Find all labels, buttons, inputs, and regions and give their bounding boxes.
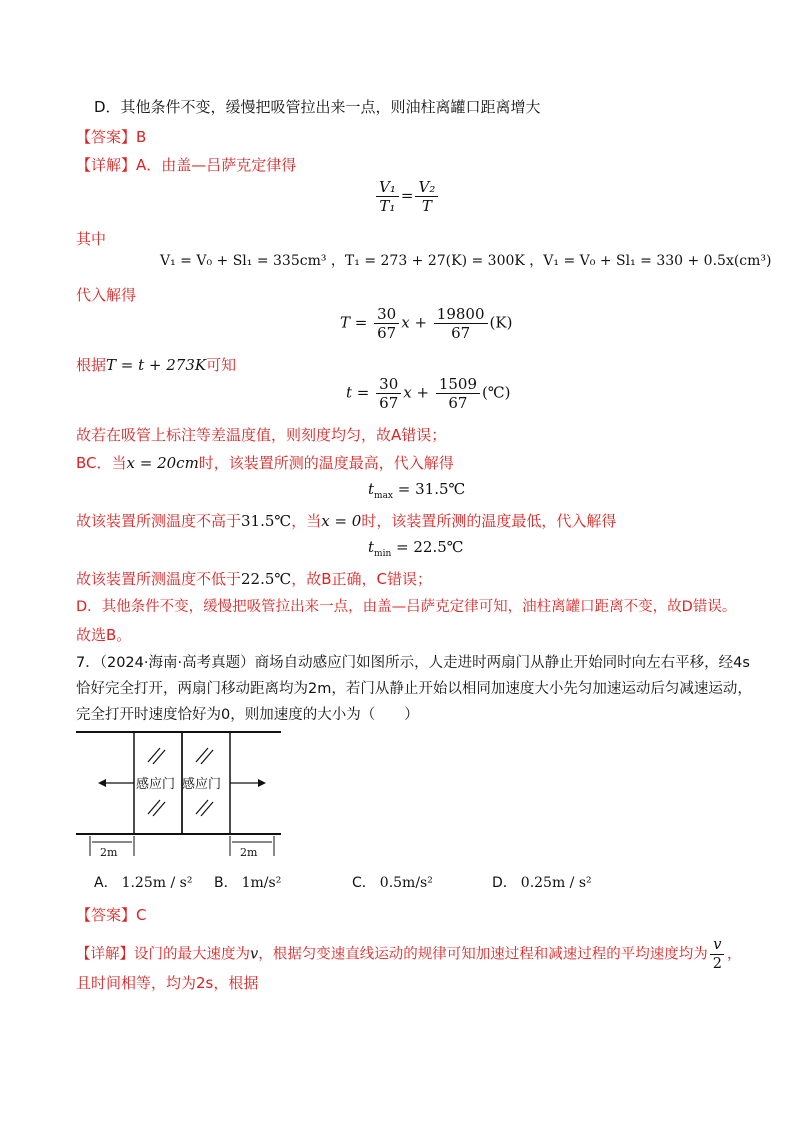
eq4-n2: 1509 [436,375,480,394]
option-d-letter: D． [492,875,517,891]
eq3-unit: (K) [489,313,513,332]
equation-tmax [368,480,465,501]
eq3-d1: 67 [377,324,397,342]
option-a-letter: A． [94,875,118,891]
b-line-3 [76,568,432,590]
b2-math1: 31.5℃ [241,512,292,530]
eq3-d2: 67 [451,324,471,342]
eq1-num-left: V₁ [376,178,399,197]
b2-math2: x = 0 [321,512,362,530]
left-arrow-icon [98,779,106,787]
detail-2-line-1 [76,936,741,973]
eq4-lhs: t = [346,383,370,402]
b-line-2 [76,510,616,532]
eq6-lhs: t [368,538,375,556]
b3-math: 22.5℃ [241,570,292,588]
b2-pre: 故该装置所测温度不高于 [76,512,242,530]
genju-line [76,354,236,376]
eq4-unit: (℃) [482,383,511,402]
eq6-sub: min [374,549,392,559]
detail-intro-1: 【详解】A．由盖—吕萨克定律得 [76,156,297,174]
door-label-left: 感应门 [136,777,176,792]
door-label-right: 感应门 [182,777,222,792]
eq3-n1: 30 [374,305,399,324]
question-7-line-1: 7．（2024·海南·高考真题）商场自动感应门如图所示，人走进时两扇门从静止开始同时向左右平移，经4s [76,655,750,671]
option-b-value: 1m/s² [241,875,282,891]
sliding-door-diagram [76,728,286,860]
eq3-lhs: T = [340,313,368,332]
b2-mid: ，当 [291,512,322,530]
option-d-value: 0.25m / s² [520,875,592,891]
eq4-mid: x + [403,383,430,402]
eq5-lhs: t [368,480,375,498]
eq3-mid: x + [401,313,428,332]
detail-2-line-2: 且时间相等，均为2s，根据 [76,974,259,992]
option-a[interactable] [94,872,192,892]
detail2-v: v [250,946,259,963]
dim-label-right: 2m [240,846,258,859]
option-d[interactable] [492,872,592,892]
eq4-d2: 67 [448,394,468,412]
dairu-label-1: 代入解得 [76,286,137,304]
genju-pre: 根据 [76,356,107,374]
option-b-letter: B． [214,875,238,891]
option-c[interactable] [352,872,433,892]
equation-T [340,305,512,342]
bc-math: x = 20cm [126,454,199,472]
genju-math: T = t + 273K [106,356,207,374]
conclusion-d: D．其他条件不变，缓慢把吸管拉出来一点，由盖—吕萨克定律可知，油柱离罐口距离不变，故D错误。 [76,599,737,615]
eq4-n1: 30 [376,375,401,394]
b3-pre: 故该装置所测温度不低于 [76,570,242,588]
b2-post: 时，该装置所测的温度最低，代入解得 [361,512,617,530]
option-b[interactable] [214,872,281,892]
answer-label-2: 【答案】C [76,906,147,924]
select-b: 故选B。 [76,626,132,644]
detail2-post: ， [726,946,742,963]
option-c-letter: C． [352,875,376,891]
b3-post: ，故B正确，C错误； [291,570,432,588]
detail2-frac-num: v [710,936,724,955]
equation-t [346,375,511,412]
eq3-n2: 19800 [434,305,488,324]
qizhong-label: 其中 [76,230,107,248]
eq5-rhs: = 31.5℃ [397,480,466,498]
eq1-equals: = [400,186,414,205]
bc-post: 时，该装置所测的温度最高，代入解得 [198,454,454,472]
question-7-line-2: 恰好完全打开，两扇门移动距离均为2m，若门从静止开始以相同加速度大小先匀加速运动后匀减速运动， [76,681,752,697]
option-c-value: 0.5m/s² [379,875,433,891]
question-7-line-3: 完全打开时速度恰好为0，则加速度的大小为（ ） [76,707,419,723]
right-arrow-icon [258,779,266,787]
bc-line [76,452,454,474]
detail2-mid: ，根据匀变速直线运动的规律可知加速过程和减速过程的平均速度均为 [258,946,708,963]
eq6-rhs: = 22.5℃ [396,538,464,556]
eq5-sub: max [374,491,394,501]
eq1-num-right: V₂ [415,178,438,197]
equation-values: V₁ = V₀ + Sl₁ = 335cm³ ，T₁ = 273 + 27(K) = 300K ，V₁ = V₀ + Sl₁ = 330 + 0.5x(cm³) [160,253,772,269]
dim-label-left: 2m [100,846,118,859]
eq1-den-right: T [421,197,432,215]
eq4-d1: 67 [379,394,399,412]
detail2-frac-den: 2 [712,956,722,972]
bc-pre: BC．当 [76,454,127,472]
equation-tmin [368,538,464,559]
eq1-den-left: T₁ [379,197,396,215]
detail2-pre: 【详解】设门的最大速度为 [76,946,250,963]
genju-post: 可知 [206,356,237,374]
answer-label-1: 【答案】B [76,128,147,146]
option-a-value: 1.25m / s² [121,875,193,891]
equation-gay-lussac [374,178,440,215]
conclusion-a: 故若在吸管上标注等差温度值，则刻度均匀，故A错误； [76,426,447,444]
option-d-previous: D．其他条件不变，缓慢把吸管拉出来一点，则油柱离罐口距离增大 [94,98,541,116]
